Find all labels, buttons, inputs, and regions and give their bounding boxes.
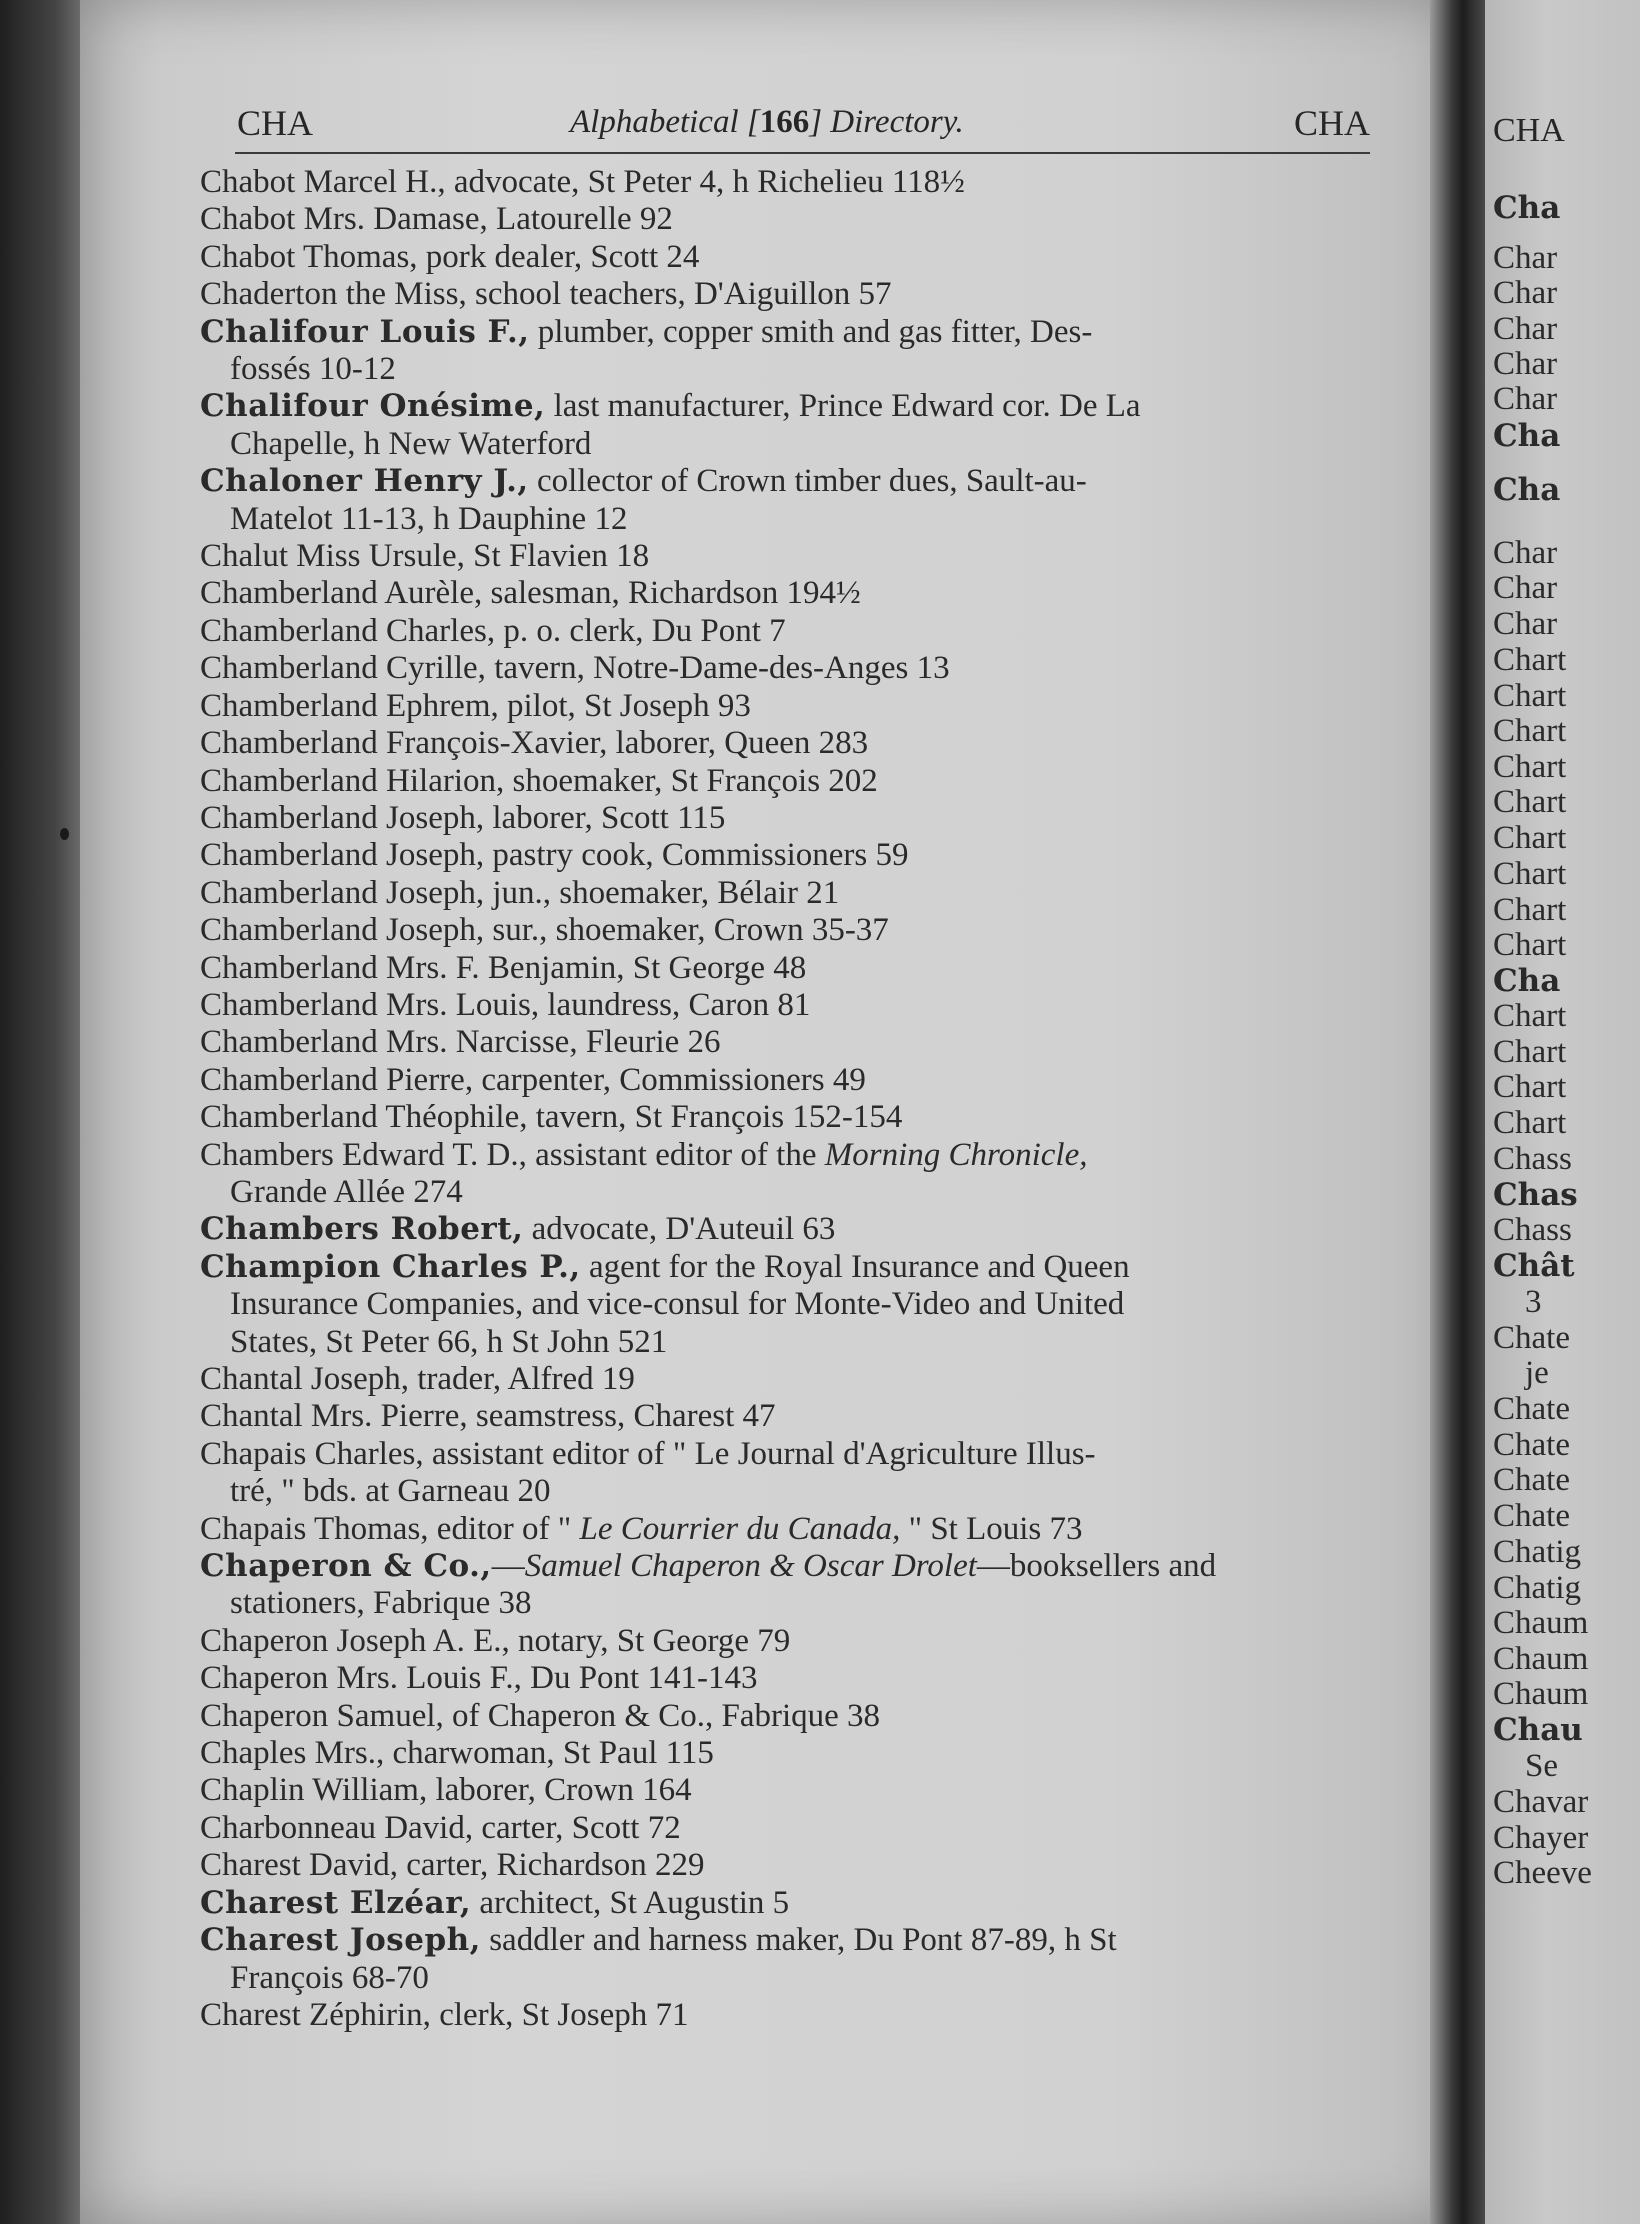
adjacent-entry-fragment: Char: [1493, 275, 1558, 311]
entry-name: Chalifour Onésime,: [200, 388, 546, 425]
adjacent-entry-fragment: je: [1525, 1355, 1549, 1391]
entry-name: Chabot Mrs. Damase,: [200, 201, 488, 238]
adjacent-entry-fragment: Chart: [1493, 927, 1567, 963]
entry-name: Charbonneau David,: [200, 1809, 474, 1846]
adjacent-entry-fragment: Se: [1525, 1748, 1558, 1784]
adjacent-entry-fragment: Char: [1493, 311, 1558, 347]
adjacent-entry-fragment: Chate: [1493, 1462, 1570, 1498]
entry-name: Chapais Charles,: [200, 1435, 424, 1472]
directory-entry: [200, 1623, 1370, 1660]
entry-details: carpenter, Commissioners 49: [473, 1061, 866, 1098]
adjacent-entry-fragment: Chas: [1493, 1177, 1578, 1213]
directory-entry: [200, 1211, 1370, 1248]
entry-name: Chambers Edward T. D.,: [200, 1136, 527, 1173]
entry-name: Chaderton the Miss,: [200, 276, 467, 313]
entry-name: Chamberland Théophile,: [200, 1099, 528, 1136]
entry-name: Champion Charles P.,: [200, 1248, 581, 1285]
adjacent-entry-fragment: Char: [1493, 535, 1558, 571]
adjacent-entry-fragment: Char: [1493, 240, 1558, 276]
running-title: [570, 104, 964, 141]
adjacent-entry-fragment: Chate: [1493, 1498, 1570, 1534]
adjacent-entry-fragment: Chart: [1493, 642, 1567, 678]
entry-details-continued: " St Louis 73: [900, 1510, 1083, 1547]
adjacent-entry-fragment: Chart: [1493, 749, 1567, 785]
entry-details: laborer, Scott 115: [484, 799, 726, 836]
adjacent-entry-fragment: Chart: [1493, 1069, 1567, 1105]
adjacent-entry-fragment: Char: [1493, 381, 1558, 417]
running-title-before: Alphabetical [: [570, 104, 760, 140]
entry-name: Chamberland Joseph,: [200, 837, 485, 874]
entry-name: Chamberland Cyrille,: [200, 650, 486, 687]
entry-continuation-line: Insurance Companies, and vice-consul for Monte-Video and United: [230, 1286, 1125, 1323]
entry-name: Charest Elzéar,: [200, 1884, 472, 1921]
entry-details: seamstress, Charest 47: [467, 1398, 776, 1435]
directory-entry: [200, 1885, 1370, 1922]
entry-details: tavern, St François 152-154: [527, 1099, 903, 1136]
directory-entry: [200, 276, 1370, 313]
entry-details: St Flavien 18: [464, 538, 650, 575]
entry-details: editor of ": [428, 1510, 580, 1547]
scan-speck: [60, 828, 69, 840]
adjacent-entry-fragment: Chass: [1493, 1141, 1572, 1177]
directory-entry: [200, 1922, 1370, 1997]
adjacent-entry-fragment: Chate: [1493, 1427, 1570, 1463]
directory-entry: [200, 1361, 1370, 1398]
running-head-right: CHA: [1293, 103, 1370, 143]
entry-name: Chaplin William,: [200, 1772, 428, 1809]
entry-details: Latourelle 92: [487, 201, 673, 238]
adjacent-entry-fragment: Chaum: [1493, 1676, 1589, 1712]
directory-entry: [200, 1062, 1370, 1099]
directory-entry: [200, 1997, 1370, 2034]
entry-name: Chapais Thomas,: [200, 1510, 429, 1547]
adjacent-entry-fragment: Chatig: [1493, 1570, 1581, 1606]
adjacent-entry-fragment: Chart: [1493, 784, 1567, 820]
entry-name: Chabot Marcel H.,: [200, 164, 446, 200]
entry-continuation-line: François 68-70: [230, 1959, 429, 1996]
entry-name: Chabot Thomas,: [200, 238, 418, 275]
entry-details: laborer, Queen 283: [607, 725, 869, 762]
directory-entry: [200, 1249, 1370, 1361]
directory-entry: [200, 1024, 1370, 1061]
entry-name: Chaperon Joseph A. E.,: [200, 1622, 510, 1659]
adjacent-entry-fragment: Chass: [1493, 1212, 1572, 1248]
entry-details: last manufacturer, Prince Edward cor. De La: [545, 388, 1141, 425]
entry-name: Chalut Miss Ursule,: [200, 538, 465, 575]
directory-entry: [200, 1735, 1370, 1772]
adjacent-entry-fragment: Chaum: [1493, 1605, 1589, 1641]
directory-entry: [200, 725, 1370, 762]
entry-name: Chamberland Ephrem,: [200, 687, 499, 724]
directory-entry: [200, 1772, 1370, 1809]
entry-name: Chantal Joseph,: [200, 1361, 409, 1397]
entry-name: Chaples Mrs.,: [200, 1735, 385, 1772]
page-number: 166: [759, 104, 810, 140]
adjacent-entry-fragment: Cheeve: [1493, 1855, 1592, 1891]
adjacent-entry-fragment: Cha: [1493, 418, 1561, 454]
entry-details: St George 48: [624, 949, 807, 986]
entry-details: shoemaker, St François 202: [504, 762, 878, 799]
entry-details: assistant editor of the: [526, 1136, 825, 1173]
entry-details: laundress, Caron 81: [539, 986, 811, 1023]
entry-italic-text: Morning Chronicle,: [824, 1136, 1088, 1173]
adjacent-entry-fragment: Chart: [1493, 678, 1567, 714]
adjacent-page-header: CHA: [1493, 112, 1565, 149]
directory-entry: [200, 763, 1370, 800]
entry-name: Chamberland Aurèle,: [200, 575, 483, 612]
entry-name: Chamberland Mrs. Louis,: [200, 986, 540, 1023]
entry-details: assistant editor of " Le Journal d'Agriculture Illus-: [423, 1435, 1096, 1472]
directory-entry: [200, 1698, 1370, 1735]
directory-entry: [200, 1660, 1370, 1697]
entry-continuation-line: Chapelle, h New Waterford: [230, 425, 592, 462]
adjacent-entry-fragment: Chate: [1493, 1391, 1570, 1427]
adjacent-entry-fragment: Cha: [1493, 472, 1561, 508]
entry-details: saddler and harness maker, Du Pont 87-89, h St: [480, 1922, 1117, 1959]
entry-details: advocate, D'Auteuil 63: [523, 1211, 836, 1248]
entry-continuation-line: tré, " bds. at Garneau 20: [230, 1473, 551, 1510]
entry-name: Chamberland Mrs. Narcisse,: [200, 1024, 578, 1061]
adjacent-entry-fragment: Chart: [1493, 1034, 1567, 1070]
adjacent-entry-fragment: Chart: [1493, 1105, 1567, 1141]
entry-details: pilot, St Joseph 93: [498, 687, 751, 724]
adjacent-entry-fragment: Chart: [1493, 713, 1567, 749]
entry-name: Chamberland Hilarion,: [200, 762, 505, 799]
entry-details: charwoman, St Paul 115: [384, 1735, 714, 1772]
directory-entry: [200, 1810, 1370, 1847]
directory-entry: [200, 1548, 1370, 1623]
entry-details: Du Pont 141-143: [521, 1660, 758, 1697]
entry-details: advocate, St Peter 4, h Richelieu 118½: [445, 164, 965, 200]
entry-name: Chamberland Mrs. F. Benjamin,: [200, 949, 625, 986]
entry-details: notary, St George 79: [509, 1622, 791, 1659]
adjacent-page-fragment: [1485, 0, 1640, 2224]
directory-entry: [200, 613, 1370, 650]
entry-name: Chamberland François-Xavier,: [200, 725, 608, 762]
directory-entry: [200, 800, 1370, 837]
adjacent-entry-fragment: 3: [1525, 1284, 1542, 1320]
entry-name: Chaloner Henry J.,: [200, 463, 529, 500]
entry-name: Chaperon & Co.,: [200, 1548, 492, 1585]
directory-entry: [200, 1847, 1370, 1884]
entry-name: Chantal Mrs. Pierre,: [200, 1398, 468, 1435]
entry-details: carter, Richardson 229: [397, 1847, 705, 1884]
entry-name: Chamberland Joseph,: [200, 912, 485, 949]
adjacent-entry-fragment: Chart: [1493, 892, 1567, 928]
entry-name: Chaperon Samuel,: [200, 1697, 444, 1734]
entry-details: of Chaperon & Co., Fabrique 38: [443, 1697, 881, 1734]
entry-details: tavern, Notre-Dame-des-Anges 13: [485, 650, 950, 687]
entry-continuation-line: States, St Peter 66, h St John 521: [230, 1323, 668, 1360]
directory-entry: [200, 650, 1370, 687]
adjacent-entry-fragment: Cha: [1493, 190, 1561, 226]
directory-entry: [200, 1436, 1370, 1511]
entry-details: trader, Alfred 19: [408, 1361, 635, 1397]
entry-continuation-line: Matelot 11-13, h Dauphine 12: [230, 500, 628, 537]
adjacent-entry-fragment: Chayer: [1493, 1820, 1589, 1856]
entry-name: Chamberland Charles,: [200, 612, 496, 649]
entry-details: agent for the Royal Insurance and Queen: [580, 1248, 1130, 1285]
book-gutter: [1430, 0, 1485, 2224]
adjacent-entry-fragment: Cha: [1493, 963, 1561, 999]
directory-entry: [200, 164, 1370, 201]
entry-name: Charest David,: [200, 1847, 398, 1884]
adjacent-entry-fragment: Chart: [1493, 998, 1567, 1034]
entry-italic-text: Samuel Chaperon & Oscar Drolet: [524, 1548, 977, 1585]
entry-name: Chamberland Pierre,: [200, 1061, 474, 1098]
directory-entry: [200, 314, 1370, 389]
directory-entry: [200, 463, 1370, 538]
entry-details: Fleurie 26: [577, 1024, 721, 1061]
adjacent-entry-fragment: Char: [1493, 346, 1558, 382]
scan-border-left: [0, 0, 80, 2224]
directory-entry: [200, 1137, 1370, 1212]
entry-details: salesman, Richardson 194½: [482, 575, 861, 612]
entry-continuation-line: stationers, Fabrique 38: [230, 1585, 532, 1622]
entry-continuation-line: fossés 10-12: [230, 351, 396, 388]
directory-entry: [200, 912, 1370, 949]
entry-italic-text: Le Courrier du Canada,: [579, 1510, 901, 1547]
directory-entry: [200, 1099, 1370, 1136]
entry-details: pastry cook, Commissioners 59: [484, 837, 909, 874]
entry-details: p. o. clerk, Du Pont 7: [495, 612, 786, 649]
running-head-left: CHA: [237, 103, 314, 143]
entry-name: Chamberland Joseph,: [200, 799, 485, 836]
directory-entry: [200, 987, 1370, 1024]
adjacent-entry-fragment: Chât: [1493, 1248, 1575, 1284]
entry-details: laborer, Crown 164: [427, 1772, 692, 1809]
entry-name: Chambers Robert,: [200, 1211, 524, 1248]
entry-details-continued: —booksellers and: [976, 1548, 1217, 1585]
entry-details: —: [491, 1548, 525, 1585]
running-title-after: ] Directory.: [809, 104, 964, 140]
entry-name: Chamberland Joseph,: [200, 874, 485, 911]
adjacent-entry-fragment: Chavar: [1493, 1784, 1589, 1820]
directory-entry: [200, 575, 1370, 612]
adjacent-entry-fragment: Chau: [1493, 1712, 1583, 1748]
entry-name: Chaperon Mrs. Louis F.,: [200, 1660, 522, 1697]
directory-entry: [200, 950, 1370, 987]
entry-details: plumber, copper smith and gas fitter, Des-: [529, 313, 1093, 350]
adjacent-entry-fragment: Char: [1493, 606, 1558, 642]
directory-entry: [200, 875, 1370, 912]
directory-entry: [200, 1398, 1370, 1435]
entry-details: carter, Scott 72: [473, 1809, 681, 1846]
adjacent-entry-fragment: Chart: [1493, 856, 1567, 892]
directory-entry: [200, 201, 1370, 238]
directory-entry: [200, 538, 1370, 575]
adjacent-entry-fragment: Char: [1493, 570, 1558, 606]
entry-details: jun., shoemaker, Bélair 21: [484, 874, 840, 911]
adjacent-entry-fragment: Chaum: [1493, 1641, 1589, 1677]
adjacent-entry-fragment: Chatig: [1493, 1534, 1581, 1570]
entry-name: Chalifour Louis F.,: [200, 313, 530, 350]
directory-entry: [200, 688, 1370, 725]
entry-details: sur., shoemaker, Crown 35-37: [484, 912, 889, 949]
entry-details: school teachers, D'Aiguillon 57: [466, 276, 892, 313]
entry-details: architect, St Augustin 5: [471, 1884, 790, 1921]
entry-details: collector of Crown timber dues, Sault-au-: [528, 463, 1087, 500]
directory-entries: [200, 164, 1370, 2034]
directory-entry: [200, 1511, 1370, 1548]
entry-name: Charest Zéphirin,: [200, 1996, 431, 2033]
page-header: [235, 100, 1370, 154]
entry-name: Charest Joseph,: [200, 1922, 481, 1959]
adjacent-entry-fragment: Chate: [1493, 1320, 1570, 1356]
entry-details: pork dealer, Scott 24: [417, 238, 700, 275]
entry-details: clerk, St Joseph 71: [430, 1996, 689, 2033]
directory-entry: [200, 239, 1370, 276]
directory-entry: [200, 388, 1370, 463]
adjacent-entry-fragment: Chart: [1493, 820, 1567, 856]
entry-continuation-line: Grande Allée 274: [230, 1173, 463, 1210]
directory-entry: [200, 837, 1370, 874]
